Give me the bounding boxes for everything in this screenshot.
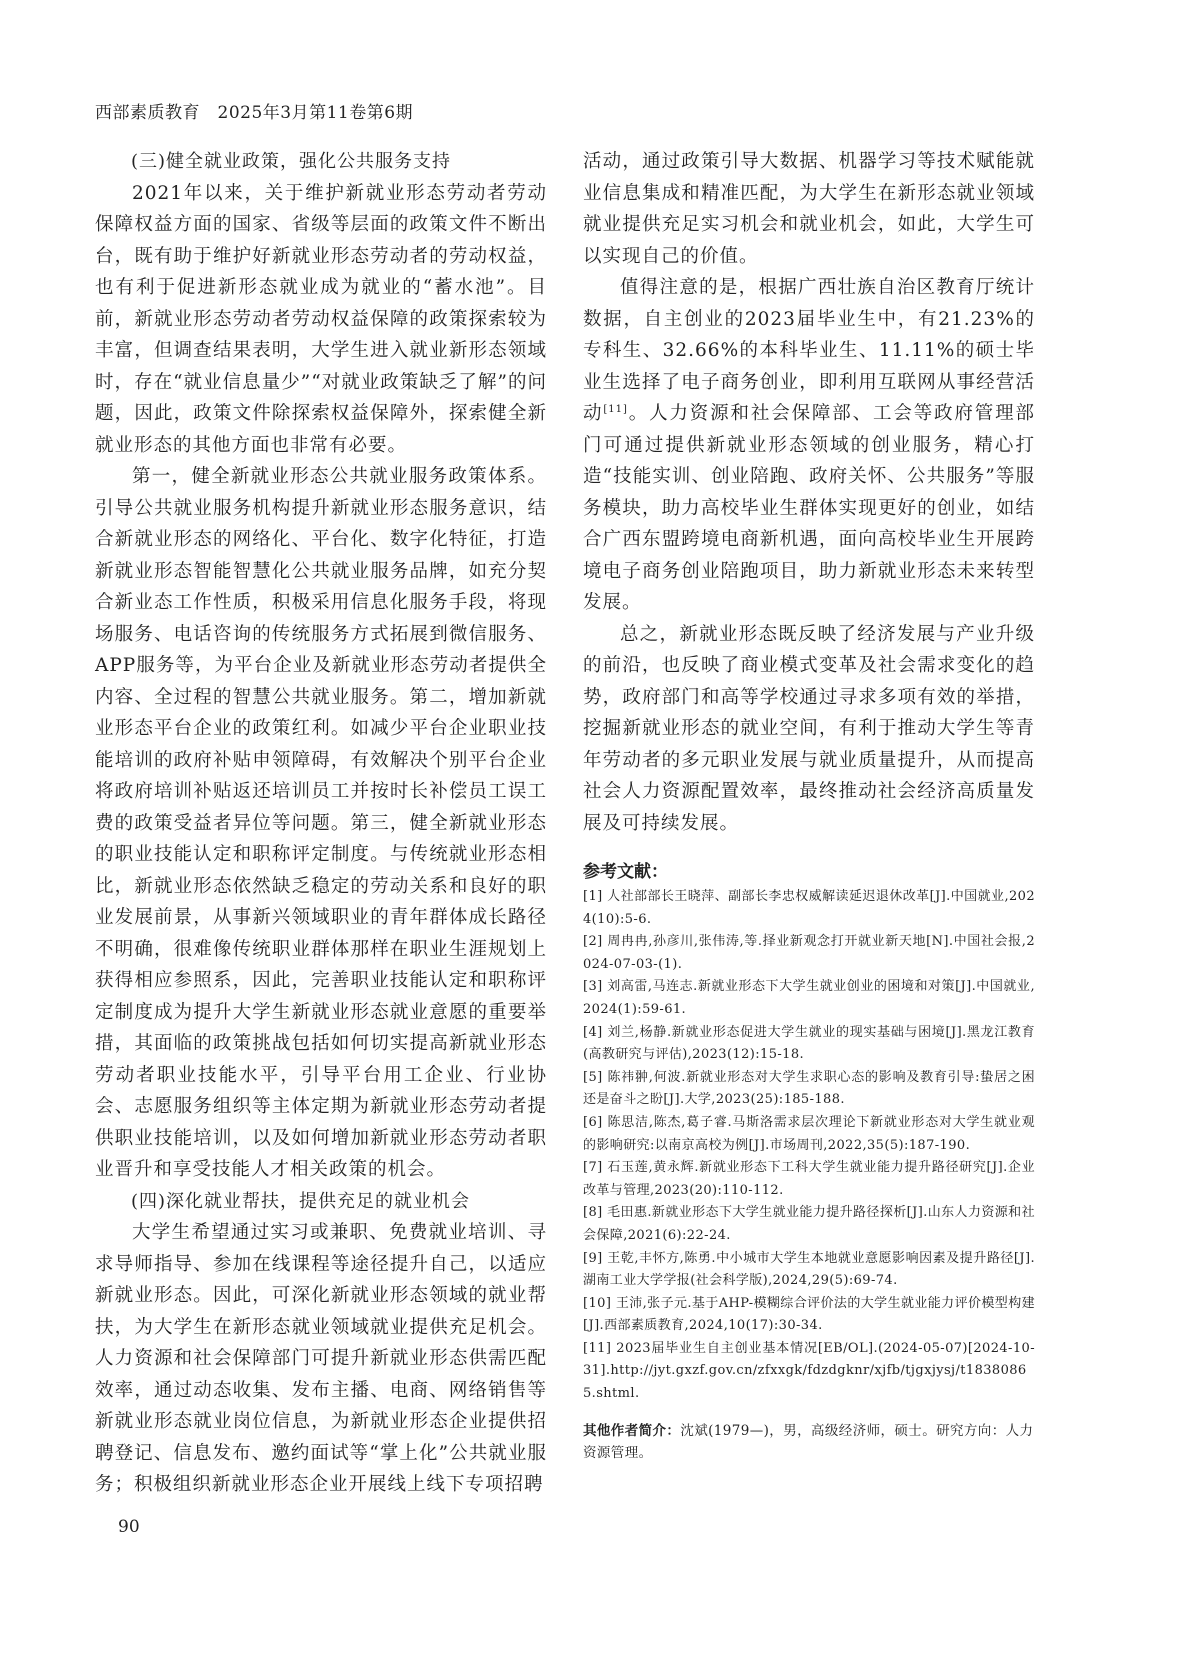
paragraph: 2021年以来，关于维护新就业形态劳动者劳动保障权益方面的国家、省级等层面的政策文件不断出台，既有助于维护好新就业形态劳动者的劳动权益，也有利于促进新形态就业成为就业的“蓄水池”。目前，新就业形态劳动者劳动权益保障的政策探索较为丰富，但调查结果表明，大学生进入就业新形态领域时，存在“就业信息量少”“对就业政策缺乏了解”的问题，因此，政策文件除探索权益保障外，探索健全新就业形态的其他方面也非常有必要。 bbox=[95, 182, 547, 456]
author-bio bbox=[583, 1420, 1035, 1465]
reference-item: [5] 陈祎翀,何波.新就业形态对大学生求职心态的影响及教育引导:蛰居之困还是奋斗之盼[J].大学,2023(25):185-188. bbox=[583, 1069, 1035, 1108]
references-title: 参考文献： bbox=[583, 862, 668, 882]
reference-item: [8] 毛田惠.新就业形态下大学生就业能力提升路径探析[J].山东人力资源和社会保障,2021(6):22-24. bbox=[583, 1205, 1035, 1243]
reference-item: [1] 人社部部长王晓萍、副部长李忠权威解读延迟退休改革[J].中国就业,2024(10):5-6. bbox=[583, 889, 1035, 927]
paragraph-text: 。人力资源和社会保障部、工会等政府管理部门可通过提供新就业形态领域的创业服务，精心打造“技能实训、创业陪跑、政府关怀、公共服务”等服务模块，助力高校毕业生群体实现更好的创业，如结合广西东盟跨境电商新机遇，面向高校毕业生开展跨境电子商务创业陪跑项目，助力新就业形态未来转型发展。 bbox=[583, 403, 1035, 613]
citation-marker: [11] bbox=[603, 403, 628, 415]
reference-item: [11] 2023届毕业生自主创业基本情况[EB/OL].(2024-05-07)[2024-10-31].http://jyt.gxzf.gov.cn/zfxxgk/fdzdgknr/xjfb/tjgxjysj/t18380865.shtml. bbox=[583, 1340, 1035, 1402]
references-list bbox=[583, 886, 1035, 1406]
paragraph-text: 值得注意的是，根据广西壮族自治区教育厅统计数据，自主创业的2023届毕业生中，有21.23%的专科生、32.66%的本科毕业生、11.11%的硕士毕业生选择了电子商务创业，即利用互联网从事经营活动 bbox=[583, 277, 1035, 424]
paragraph: 第一，健全新就业形态公共就业服务政策体系。引导公共就业服务机构提升新就业形态服务意识，结合新就业形态的网络化、平台化、数字化特征，打造新就业形态智能智慧化公共就业服务品牌，如充分契合新业态工作性质，积极采用信息化服务手段，将现场服务、电话咨询的传统服务方式拓展到微信服务、APP服务等，为平台企业及新就业形态劳动者提供全内容、全过程的智慧公共就业服务。第二，增加新就业形态平台企业的政策红利。如减少平台企业职业技能培训的政府补贴申领障碍，有效解决个别平台企业将政府培训补贴返还培训员工并按时长补偿员工误工费的政策受益者异位等问题。第三，健全新就业形态的职业技能认定和职称评定制度。与传统就业形态相比，新就业形态依然缺乏稳定的劳动关系和良好的职业发展前景，从事新兴领域职业的青年群体成长路径不明确，很难像传统职业群体那样在职业生涯规划上获得相应参照系，因此，完善职业技能认定和职称评定制度成为提升大学生新就业形态就业意愿的重要举措，其面临的政策挑战包括如何切实提高新就业形态劳动者职业技能水平，引导平台用工企业、行业协会、志愿服务组织等主体定期为新就业形态劳动者提供职业技能培训，以及如何增加新就业形态劳动者职业晋升和享受技能人才相关政策的机会。 bbox=[95, 466, 547, 1180]
page-number: 90 bbox=[118, 1516, 140, 1537]
paragraph-continuation: 活动，通过政策引导大数据、机器学习等技术赋能就业信息集成和精准匹配，为大学生在新形态就业领域就业提供充足实习机会和就业机会，如此，大学生可以实现自己的价值。 bbox=[583, 151, 1035, 267]
author-bio-label: 其他作者简介： bbox=[583, 1422, 681, 1439]
author-bio-text: 沈斌(1979—)，男，高级经济师，硕士。研究方向：人力资源管理。 bbox=[583, 1422, 1034, 1462]
reference-item: [10] 王沛,张子元.基于AHP-模糊综合评价法的大学生就业能力评价模型构建[J].西部素质教育,2024,10(17):30-34. bbox=[583, 1295, 1035, 1334]
paragraph bbox=[583, 272, 1035, 619]
journal-header: 西部素质教育 2025年3月第11卷第6期 bbox=[95, 103, 414, 123]
paragraph: 总之，新就业形态既反映了经济发展与产业升级的前沿，也反映了商业模式变革及社会需求变化的趋势，政府部门和高等学校通过寻求多项有效的举措，挖掘新就业形态的就业空间，有利于推动大学生等青年劳动者的多元职业发展与就业质量提升，从而提高社会人力资源配置效率，最终推动社会经济高质量发展及可持续发展。 bbox=[583, 623, 1035, 834]
reference-item: [3] 刘高雷,马连志.新就业形态下大学生就业创业的困境和对策[J].中国就业,2024(1):59-61. bbox=[583, 979, 1035, 1017]
reference-item: [7] 石玉莲,黄永辉.新就业形态下工科大学生就业能力提升路径研究[J].企业改革与管理,2023(20):110-112. bbox=[583, 1160, 1035, 1198]
paragraph: 大学生希望通过实习或兼职、免费就业培训、寻求导师指导、参加在线课程等途径提升自己，以适应新就业形态。因此，可深化新就业形态领域的就业帮扶，为大学生在新形态就业领域就业提供充足机会。人力资源和社会保障部门可提升新就业形态供需匹配效率，通过动态收集、发布主播、电商、网络销售等新就业形态就业岗位信息，为新就业形态企业提供招聘登记、信息发布、邀约面试等“掌上化”公共就业服务；积极组织新就业形态企业开展线上线下专项招聘 bbox=[95, 1222, 547, 1495]
right-column bbox=[583, 146, 1035, 1465]
reference-item: [6] 陈思洁,陈杰,葛子睿.马斯洛需求层次理论下新就业形态对大学生就业观的影响研究:以南京高校为例[J].市场周刊,2022,35(5):187-190. bbox=[583, 1114, 1035, 1153]
reference-item: [4] 刘兰,杨静.新就业形态促进大学生就业的现实基础与困境[J].黑龙江教育(高教研究与评估),2023(12):15-18. bbox=[583, 1024, 1035, 1063]
reference-item: [9] 王乾,丰怀方,陈勇.中小城市大学生本地就业意愿影响因素及提升路径[J].湖南工业大学学报(社会科学版),2024,29(5):69-74. bbox=[583, 1250, 1035, 1289]
left-column bbox=[95, 146, 547, 1539]
section-heading-3: (三)健全就业政策，强化公共服务支持 bbox=[131, 151, 452, 172]
reference-item: [2] 周冉冉,孙彦川,张伟涛,等.择业新观念打开就业新天地[N].中国社会报,2024-07-03-(1). bbox=[583, 934, 1035, 972]
section-heading-4: (四)深化就业帮扶，提供充足的就业机会 bbox=[131, 1190, 471, 1212]
